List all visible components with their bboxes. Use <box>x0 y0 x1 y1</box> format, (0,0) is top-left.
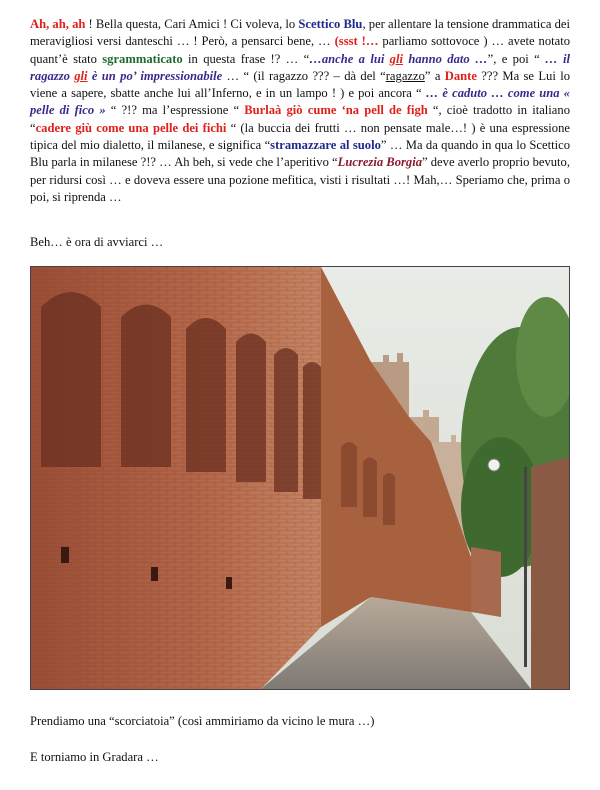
ssst-text: (ssst !… <box>334 34 379 49</box>
dante-name: Dante <box>444 68 477 83</box>
gli-text: gli <box>389 51 403 66</box>
dialect-text: Burlaà giò cume ‘na pell de figh <box>244 103 428 118</box>
laugh-text: Ah, ah, ah <box>30 17 86 31</box>
city-walls-photo <box>30 266 570 690</box>
gradara-line: E torniamo in Gradara … <box>30 750 159 764</box>
sgrammaticato-text: sgrammaticato <box>102 51 183 66</box>
city-walls-illustration <box>31 267 569 689</box>
paragraph-text: ” … Ma da quando in qua lo Scettico Blu parla in milanese ?!? … Ah beh, si vede che l’aperitivo “ <box>30 138 570 170</box>
quote-text: hanno dato … <box>402 51 488 66</box>
ragazzo-text: ragazzo <box>385 68 425 83</box>
translation-text: cadere giù come una pelle dei fichi <box>35 120 227 135</box>
paragraph-text: parliamo sottovoce ) … avete notato quant’è stato <box>30 34 571 66</box>
paragraph-text: … “ (il ragazzo ??? – dà del “ <box>222 68 386 83</box>
scorciatoia-line: Prendiamo una “scorciatoia” (così ammiriamo da vicino le mura …) <box>30 714 375 728</box>
paragraph-text: “ ?!? ma l’espressione “ <box>105 103 245 118</box>
gli-text: gli <box>74 68 88 83</box>
paragraph-text: , per allentare la tensione drammatica dei meravigliosi versi danteschi … ! Però, a pensarci bene, … <box>30 17 570 49</box>
avviarci-line: Beh… è ora di avviarci … <box>30 235 164 249</box>
quote-text: …anche a lui <box>309 51 390 66</box>
paragraph-text: “ (la buccia dei frutti … non pensate male…! ) è una espressione tipica del mio dialetto, il milanese, e significa “ <box>30 120 570 153</box>
paragraph-text: in questa frase !? … “ <box>182 51 310 66</box>
paragraph-text: ” a <box>424 68 445 83</box>
paragraph-text: ”, e poi “ <box>487 51 546 66</box>
intro-paragraph <box>30 16 570 206</box>
scettico-blu-name: Scettico Blu <box>298 17 363 31</box>
quote-text: … il ragazzo <box>30 51 570 83</box>
paragraph-text: ” deve averlo proprio bevuto, per ridursi così … e doveva essere una pozione mefitica, visti i risultati …! Mah,… Speriamo che, prima o poi, si riprenda … <box>30 155 571 204</box>
lucrezia-borgia-text: Lucrezia Borgia <box>337 155 422 170</box>
paragraph-text: “, cioè tradotto in italiano “ <box>30 103 570 135</box>
quote-text: … è caduto … come una « pelle di fico » <box>30 86 570 118</box>
paragraph-text: ! Bella questa, Cari Amici ! Ci voleva, lo <box>85 17 299 31</box>
quote-text: è un po’ impressionabile <box>87 68 223 83</box>
stramazzare-text: stramazzare al suolo <box>270 138 381 153</box>
paragraph-text: ??? Ma se Lui lo viene a sapere, sbatte anche lui all’Inferno, e in un lampo ! ) e poi ancora “ <box>30 68 570 101</box>
